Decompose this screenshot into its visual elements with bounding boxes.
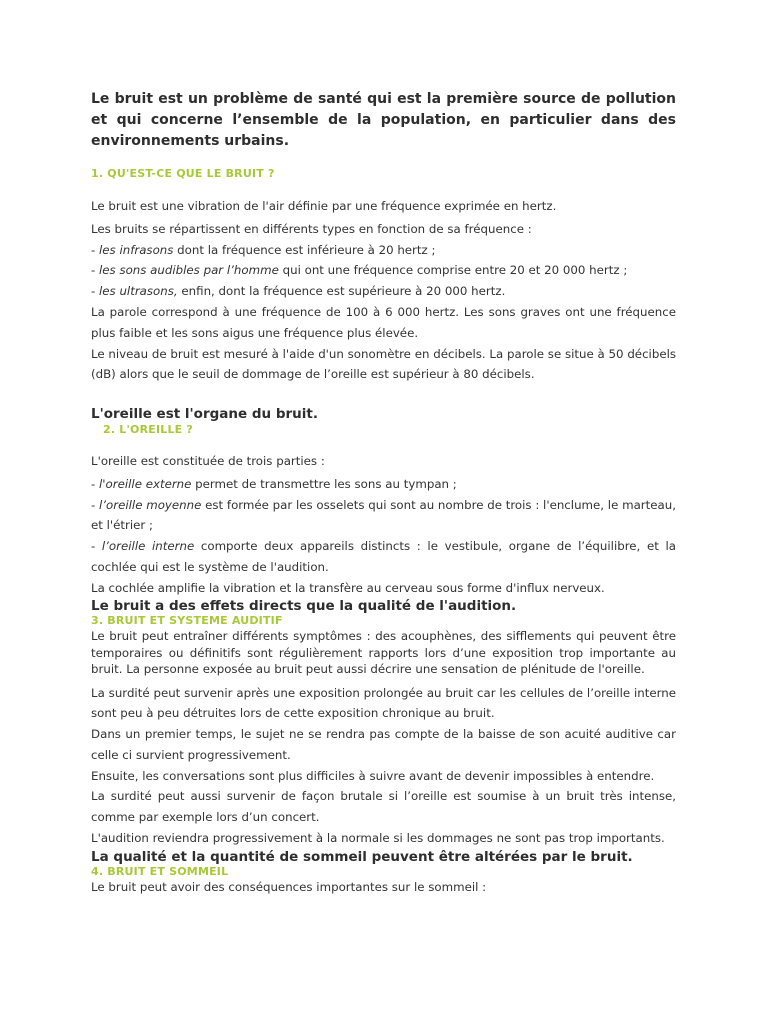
section-1-title: 1. QU'EST-CE QUE LE BRUIT ? bbox=[91, 167, 275, 180]
paragraph: Les bruits se répartissent en différents types en fonction de sa fréquence : bbox=[91, 221, 532, 236]
section-3-body bbox=[91, 628, 676, 849]
list-item: - les ultrasons, enfin, dont la fréquence est supérieure à 20 000 hertz. bbox=[91, 284, 506, 299]
list-item: - l’oreille interne comporte deux appareils distincts : le vestibule, organe de l’équilibre, et la cochlée qui est le système de l'audition. bbox=[91, 539, 676, 574]
paragraph: La surdité peut survenir après une exposition prolongée au bruit car les cellules de l’oreille interne sont peu à peu détruites lors de cette exposition chronique au bruit. bbox=[91, 685, 676, 721]
list-item: - l'oreille externe permet de transmettre les sons au tympan ; bbox=[91, 476, 457, 491]
list-item-term: l’oreille moyenne bbox=[99, 497, 202, 512]
paragraph: La parole correspond à une fréquence de 100 à 6 000 hertz. Les sons graves ont une fréquence plus faible et les sons aigus une fréquence plus élevée. bbox=[91, 304, 676, 340]
section-4-title: 4. BRUIT ET SOMMEIL bbox=[91, 865, 229, 878]
heading-effets: Le bruit a des effets directs que la qualité de l'audition. bbox=[91, 598, 517, 614]
section-3-title: 3. BRUIT ET SYSTEME AUDITIF bbox=[91, 614, 283, 627]
paragraph: L'oreille est constituée de trois parties : bbox=[91, 454, 325, 468]
paragraph: Le bruit est une vibration de l'air définie par une fréquence exprimée en hertz. bbox=[91, 199, 557, 213]
list-item-text: dont la fréquence est inférieure à 20 hertz ; bbox=[173, 242, 436, 257]
heading-oreille: L'oreille est l'organe du bruit. bbox=[91, 406, 318, 422]
list-item: - les sons audibles par l’homme qui ont une fréquence comprise entre 20 et 20 000 hertz ; bbox=[91, 263, 628, 278]
section-2-title: 2. L'OREILLE ? bbox=[103, 423, 194, 436]
list-item-term: les infrasons bbox=[99, 242, 174, 257]
list-item: - les infrasons dont la fréquence est inférieure à 20 hertz ; bbox=[91, 242, 436, 257]
paragraph: Le niveau de bruit est mesuré à l'aide d'un sonomètre en décibels. La parole se situe à 50 décibels (dB) alors que le seuil de dommage de l’oreille est supérieur à 80 décibels. bbox=[91, 346, 676, 382]
list-item: - l’oreille moyenne est formée par les osselets qui sont au nombre de trois : l'enclume, le marteau, et l'étrier ; bbox=[91, 497, 676, 533]
heading-sommeil: La qualité et la quantité de sommeil peuvent être altérées par le bruit. bbox=[91, 849, 633, 865]
intro-paragraph: Le bruit est un problème de santé qui est la première source de pollution et qui concerne l’ensemble de la population, en particulier dans des environnements urbains. bbox=[91, 91, 676, 149]
paragraph: Dans un premier temps, le sujet ne se rendra pas compte de la baisse de son acuité auditive car celle ci survient progressivement. bbox=[91, 727, 676, 762]
paragraph: Ensuite, les conversations sont plus difficiles à suivre avant de devenir impossibles à entendre. bbox=[91, 768, 655, 783]
section-2-body bbox=[91, 451, 676, 599]
list-item-term: l’oreille interne bbox=[101, 539, 195, 554]
paragraph: La surdité peut aussi survenir de façon brutale si l’oreille est soumise à un bruit très intense, comme par exemple lors d’un concert. bbox=[91, 789, 676, 825]
paragraph: L'audition reviendra progressivement à la normale si les dommages ne sont pas trop importants. bbox=[91, 831, 665, 846]
list-item-term: l'oreille externe bbox=[99, 476, 192, 491]
section-1-body bbox=[91, 196, 676, 385]
paragraph: Le bruit peut entraîner différents symptômes : des acouphènes, des sifflements qui peuvent être temporaires ou définitifs sont régulièrement rapports lors d’une exposition trop importante au bruit. La personne exposée au bruit peut aussi décrire une sensation de plénitude de l'oreille. bbox=[91, 629, 676, 676]
list-item-text: comporte deux appareils distincts : le vestibule, organe de l’équilibre, et la cochlée qui est le système de l'audition. bbox=[91, 539, 676, 574]
list-item-text: qui ont une fréquence comprise entre 20 et 20 000 hertz ; bbox=[278, 263, 628, 278]
list-item-text: enfin, dont la fréquence est supérieure à 20 000 hertz. bbox=[177, 284, 506, 299]
list-item-text: permet de transmettre les sons au tympan ; bbox=[191, 476, 457, 491]
list-item-term: les ultrasons, bbox=[99, 284, 178, 299]
paragraph: Le bruit peut avoir des conséquences importantes sur le sommeil : bbox=[91, 880, 487, 894]
list-item-text: est formée par les osselets qui sont au nombre de trois : l'enclume, le marteau, et l'étrier ; bbox=[91, 497, 676, 533]
list-item-term: les sons audibles par l’homme bbox=[99, 263, 279, 278]
section-4-body bbox=[91, 877, 676, 898]
paragraph: La cochlée amplifie la vibration et la transfère au cerveau sous forme d'influx nerveux. bbox=[91, 580, 605, 595]
